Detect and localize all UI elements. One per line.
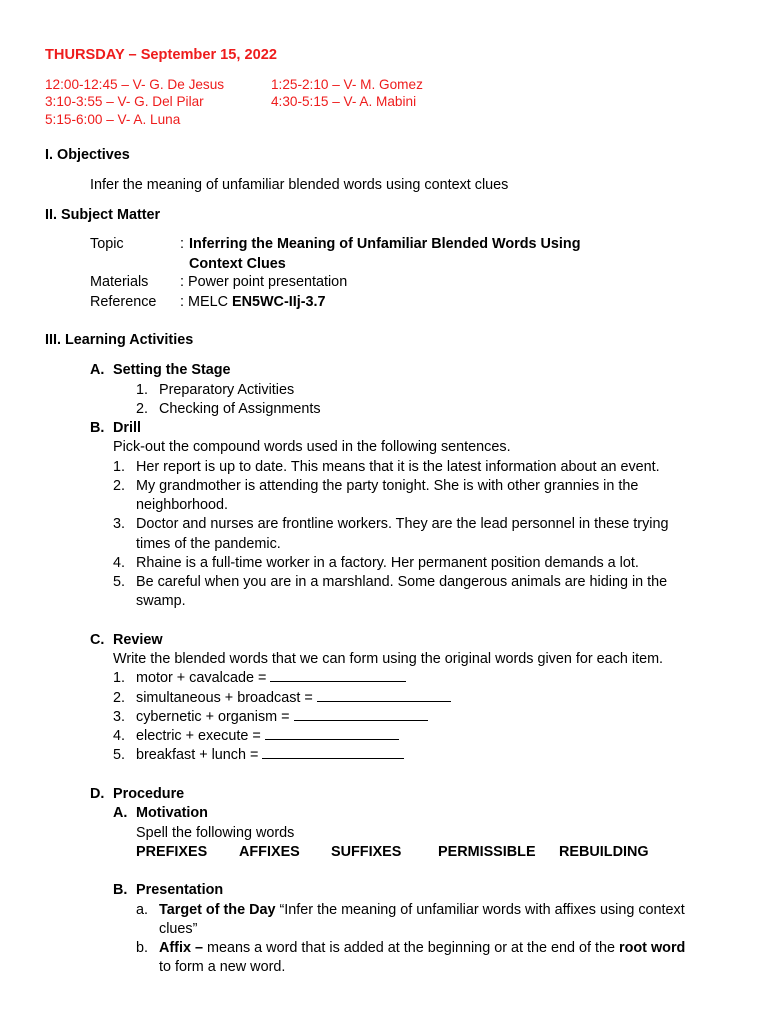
review-title: Review <box>113 632 163 648</box>
list-item: 1. Preparatory Activities <box>136 382 295 398</box>
procedure-letter: D. <box>90 786 105 802</box>
review-letter: C. <box>90 632 105 648</box>
topic-colon: : <box>180 236 184 252</box>
review-instruction: Write the blended words that we can form using the original words given for each item. <box>113 651 664 667</box>
topic-label: Topic <box>90 236 124 252</box>
procedure-title: Procedure <box>113 786 185 802</box>
schedule-item: 12:00-12:45 – V- G. De Jesus <box>45 77 225 92</box>
list-item: 3. Doctor and nurses are frontline workers. They are the lead personnel in these trying <box>113 516 669 532</box>
setting-stage-title: Setting the Stage <box>113 362 231 378</box>
page-title: THURSDAY – September 15, 2022 <box>45 47 277 63</box>
reference-value <box>180 293 326 312</box>
presentation-item-a-cont: clues” <box>159 921 198 937</box>
materials-label: Materials <box>90 274 149 290</box>
drill-letter: B. <box>90 420 105 436</box>
list-item: 2. My grandmother is attending the party tonight. She is with other grannies in the <box>113 478 639 494</box>
reference-label: Reference <box>90 294 157 310</box>
presentation-title: Presentation <box>136 882 224 898</box>
objectives-heading: I. Objectives <box>45 147 130 163</box>
presentation-item-b: b. Affix – means a word that is added at the beginning or at the end of the root word <box>136 940 686 956</box>
learning-activities-heading: III. Learning Activities <box>45 332 194 348</box>
answer-blank <box>265 727 399 740</box>
list-item: 5. Be careful when you are in a marshland. Some dangerous animals are hiding in the <box>113 574 668 590</box>
topic-value-cont: Context Clues <box>189 256 286 272</box>
list-item: 2. simultaneous + broadcast = <box>113 689 451 708</box>
list-item: 4. electric + execute = <box>113 727 399 746</box>
schedule-item: 3:10-3:55 – V- G. Del Pilar <box>45 94 204 109</box>
schedule-item: 5:15-6:00 – V- A. Luna <box>45 112 181 127</box>
list-item: 1. Her report is up to date. This means that it is the latest information about an event. <box>113 459 660 475</box>
setting-stage-letter: A. <box>90 362 105 378</box>
presentation-item-b-cont: to form a new word. <box>159 959 286 975</box>
list-item-cont: times of the pandemic. <box>136 536 281 552</box>
spelling-word: AFFIXES <box>239 844 300 860</box>
list-item: 4. Rhaine is a full-time worker in a factory. Her permanent position demands a lot. <box>113 555 639 571</box>
drill-instruction: Pick-out the compound words used in the following sentences. <box>113 439 511 455</box>
spelling-word: REBUILDING <box>559 844 649 860</box>
spelling-word: SUFFIXES <box>331 844 402 860</box>
list-item: 1. motor + cavalcade = <box>113 669 406 688</box>
list-item: 2. Checking of Assignments <box>136 401 321 417</box>
answer-blank <box>317 689 451 702</box>
materials-value: : Power point presentation <box>180 274 348 290</box>
list-item-cont: neighborhood. <box>136 497 229 513</box>
schedule-item: 1:25-2:10 – V- M. Gomez <box>271 77 423 92</box>
list-item: 5. breakfast + lunch = <box>113 746 404 765</box>
list-item-cont: swamp. <box>136 593 186 609</box>
list-item: 3. cybernetic + organism = <box>113 708 428 727</box>
subject-matter-heading: II. Subject Matter <box>45 207 161 223</box>
answer-blank <box>270 669 406 682</box>
answer-blank <box>262 746 404 759</box>
motivation-letter: A. <box>113 805 128 821</box>
spelling-word: PREFIXES <box>136 844 208 860</box>
reference-code: EN5WC-IIj-3.7 <box>231 294 326 310</box>
motivation-instruction: Spell the following words <box>136 825 295 841</box>
drill-title: Drill <box>113 420 141 436</box>
reference-prefix: : MELC <box>180 294 228 310</box>
presentation-item-a: a. Target of the Day “Infer the meaning of unfamiliar words with affixes using context <box>136 902 685 918</box>
objectives-text: Infer the meaning of unfamiliar blended words using context clues <box>90 177 509 193</box>
presentation-letter: B. <box>113 882 128 898</box>
schedule-item: 4:30-5:15 – V- A. Mabini <box>271 94 417 109</box>
answer-blank <box>294 708 428 721</box>
spelling-word: PERMISSIBLE <box>438 844 536 860</box>
topic-value: Inferring the Meaning of Unfamiliar Blended Words Using <box>189 236 581 252</box>
motivation-title: Motivation <box>136 805 208 821</box>
